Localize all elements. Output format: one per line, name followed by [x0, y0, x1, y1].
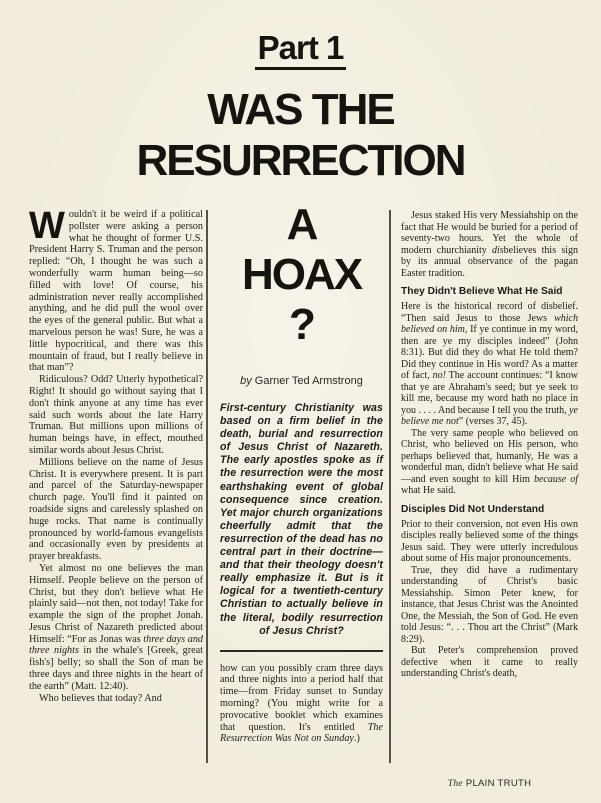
paragraph-same-people: The very same people who believed on Christ, who believed on His person, who perhaps believed that, humanly, He was a wonderful man, didn't believe what He said—and even sought to kill Him because of what He said.	[401, 427, 578, 496]
paragraph-messiahship: Jesus staked His very Messiahship on the fact that He would be buried for a period of seventy-two hours. Yet the whole of modern churchianity disbelieves this sign by its annual observance of the pagan Easter tradition.	[401, 210, 578, 279]
subhead-didnt-believe: They Didn't Believe What He Said	[401, 286, 563, 297]
byline	[220, 375, 383, 387]
paragraph-sign-of-jonah: Yet almost no one believes the man Himself. People believe on the person of Christ, but they don't believe what He plainly said—not then, not today! Take for example the sign of the prophet Jonah. Jesus Christ of Nazareth predicted about Himself: “For as Jonas was three days and three nights in the whale's [Greek, great fish's] belly; so shall the Son of man be three days and three nights in the heart of the earth” (Matt. 12:40).	[29, 562, 204, 692]
paragraph-peters-comprehension: But Peter's comprehension proved defective when it came to really understanding Christ's death,	[401, 645, 578, 679]
paragraph-who-believes: Who believes that today? And	[39, 692, 162, 704]
right-column	[401, 210, 578, 680]
subhead-disciples: Disciples Did Not Understand	[401, 503, 545, 515]
byline-author: Garner Ted Armstrong	[254, 375, 363, 387]
intro-deck: First-century Christianity was based on a firm belief in the death, burial and resurrection of Jesus Christ of Nazareth. The early apostles spoke as if the resurrection were the most earthshaking event of global consequence since creation. Yet major church organizations cheerfully admit that the resurrection of the dead has no central part in their doctrine—and that their theology doesn't really emphasize it. But is it logical for a twentieth-century Christian to actually believe in the literal, bodily resurrection of Jesus Christ?	[220, 402, 383, 637]
footer-the: The	[447, 779, 463, 789]
byline-prefix: by	[240, 375, 252, 387]
part-label	[0, 31, 601, 70]
dropcap-w: W	[29, 205, 65, 247]
paragraph-ridiculous: Ridiculous? Odd? Utterly hypothetical? Right! It should go without saying that I don't think anyone at any time has ever said such words about the late Harry Truman. But millions upon millions of human beings have, in effect, mouthed similar words about Jesus Christ.	[29, 374, 203, 456]
title-line-a: A	[286, 200, 317, 249]
column-divider-left	[206, 210, 208, 763]
title-line-was-the: WAS THE	[207, 85, 394, 134]
paragraph-text: ouldn't it be weird if a political pollster were asking a person what he thought of former U.S. President Harry S. Truman and the person replied: “Oh, I thought he was such a wonderfully warm human being—so filled with love! Of course, his administration never really accomplished anything, and he did pull the wool over the eyes of the general public. But what a marvelous person he was! Sure, he was a little hypocritical, and there was this mountain of fraud, but I really believe in that man”?	[29, 209, 203, 374]
article-title	[0, 84, 601, 186]
paragraph-cram-three-days: how can you possibly cram three days and three nights into a period half that time—from Friday sunset to Sunday morning? (You might write for a provocative booklet which examines that question. It's entitled The Resurrection Was Not on Sunday.)	[220, 662, 383, 745]
part-label-text: Part 1	[255, 31, 347, 70]
footer-magazine-name: PLAIN TRUTH	[462, 778, 532, 789]
title-line-question-mark: ?	[289, 300, 314, 349]
paragraph-record-of-disbelief: Here is the historical record of disbelief. “Then said Jesus to those Jews which believed on him, If ye continue in my word, then are ye my disciples indeed” (John 8:31). But did they do what He told them? Did they continue in His word? As a matter of fact, no! The account continues: “I know that ye are Abraham's seed; but ye seek to kill me, because my word hath no place in you . . . . And because I tell you the truth, ye believe me not” (verses 37, 45).	[401, 301, 579, 427]
paragraph-prior-conversion: Prior to their conversion, not even His own disciples really believed some of the things Jesus said. They were utterly incredulous about some of His major pronouncements.	[401, 518, 578, 564]
paragraph-millions-believe: Millions believe on the name of Jesus Christ. It is everywhere present. It is part and parcel of the Saturday-newspaper church page. You'll find it painted on roadside signs and carelessly splashed on huge rocks. That name is continually pronounced by world-famous evangelists and occasionally even by presidents at prayer breakfasts.	[29, 456, 203, 563]
column-divider-right	[389, 210, 391, 763]
intro-divider-rule	[220, 650, 383, 652]
left-column	[29, 205, 204, 704]
middle-column	[220, 200, 383, 745]
paragraph-truman-analogy	[29, 205, 203, 374]
article-title-continued	[220, 200, 383, 350]
magazine-footer	[401, 778, 578, 789]
paragraph-rudimentary: True, they did have a rudimentary understanding of Christ's basic Messiahship. Simon Peter knew, for instance, that Jesus Christ was the Anointed One, the Messiah, the Son of God. He even told Jesus: “. . . Thou art the Christ” (Mark 8:29).	[401, 564, 578, 645]
title-line-resurrection: RESURRECTION	[136, 136, 465, 185]
title-line-hoax: HOAX	[241, 250, 362, 299]
